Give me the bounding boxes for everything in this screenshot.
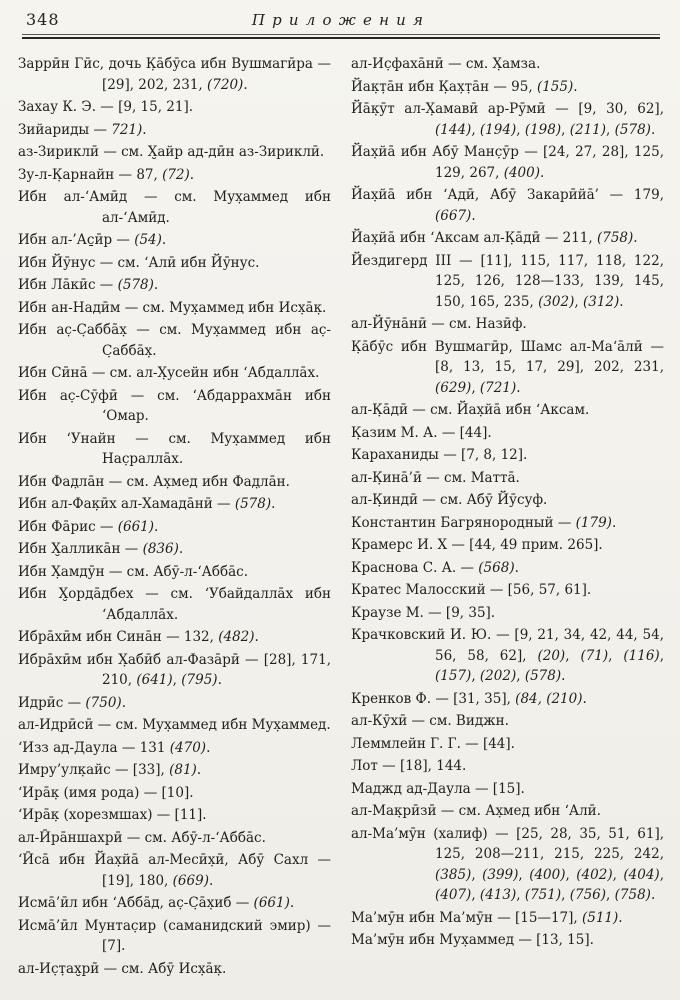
index-entry: Ибн ас̣-С̣абба̄х̣ — см. Мух̣аммед ибн ас̣-С̣абба̄х̣. (18, 322, 331, 359)
index-entry: Йах̣йа̄ ибн ‘Аксам ал-К̣а̄дӣ — 211, (758). (351, 230, 638, 246)
index-entry: ал-Ӣра̄ншахрӣ — см. Абӯ-л-‘Абба̄с. (18, 829, 266, 846)
index-entry: ал-Кӯхӣ — см. Виджн. (351, 713, 509, 729)
index-entry: ал-К̣а̄дӣ — см. Йах̣йа̄ ибн ‘Аксам. (351, 402, 590, 418)
index-entry: ‘Изз ад-Даула — 131 (470). (18, 739, 211, 756)
index-entry: Ибра̄хӣм ибн Сина̄н — 132, (482). (18, 629, 259, 645)
index-entry: Зийариды — 721). (18, 121, 147, 138)
index-entry: Караханиды — [7, 8, 12]. (351, 447, 528, 463)
index-entry: Ибра̄хӣм ибн Х̣абӣб ал-Фаза̄рӣ — [28], 171, 210, (641), (795). (18, 651, 331, 688)
index-entry: Леммлейн Г. Г. — [44]. (351, 735, 515, 752)
index-entry: ‘Ӣса̄ ибн Йах̣йа̄ ал-Месӣх̣ӣ, Абӯ Сахл — [19], 180, (669). (18, 852, 331, 889)
index-entry: ал-Ис̣фаха̄нӣ — см. Х̣амза. (351, 56, 541, 72)
index-entry: ал-Йӯна̄нӣ — см. Назӣф. (351, 316, 527, 332)
index-entry: Крамерс И. Х — [44, 49 прим. 265]. (351, 537, 603, 553)
index-entry: Крачковский И. Ю. — [9, 21, 34, 42, 44, 54, 56, 58, 62], (20), (71), (116), (157), (202), (578). (351, 627, 664, 684)
index-entry: Маджд ад-Даула — [15]. (351, 780, 525, 797)
index-entry: Зу-л-К̣арнайн — 87, (72). (18, 166, 195, 183)
index-entry: Ибн Йӯнус — см. ‘Алӣ ибн Йӯнус. (18, 254, 260, 271)
index-entry: К̣а̄бӯс ибн Вушмагӣр, Шамс ал-Ма‘а̄лӣ — [8, 13, 15, 17, 29], 202, 231, (629), (721). (351, 338, 664, 396)
index-entry: Кратес Малосский — [56, 57, 61]. (351, 582, 592, 598)
index-entry: Ибн ‘Унайн — см. Мух̣аммед ибн Нас̣ралла̄х. (18, 430, 331, 467)
index-entry: Ибн ан-Надӣм — см. Мух̣аммед ибн Исх̣а̄к̣. (18, 299, 327, 316)
index-entry: ‘Ира̄к̣ (хорезмшах) — [11]. (18, 807, 207, 823)
index-entry: Йак̣т̣а̄н ибн К̣ах̣т̣а̄н — 95, (155). (351, 78, 578, 95)
index-entry: Ибн Фа̄рис — (661). (18, 518, 159, 535)
index-column-left (18, 54, 331, 981)
index-entry: Краснова С. А. — (568). (351, 559, 519, 576)
index-entry: Лот — [18], 144. (351, 758, 467, 774)
index-entry: Йа̄к̣ӯт ал-Х̣амавӣ ар-Рӯмӣ — [9, 30, 62], (144), (194), (198), (211), (578). (351, 101, 664, 138)
index-entry: ал-Мак̣рӣзӣ — см. Ах̣мед ибн ‘Алӣ. (351, 803, 601, 819)
index-entry: Ибн Ла̄кӣс — (578). (18, 277, 159, 293)
index-entry: Константин Багрянородный — (179). (351, 514, 617, 531)
index-entry: Ибн ал-‘Амӣд — см. Мух̣аммед ибн ал-‘Амӣд. (18, 189, 331, 226)
index-entry: Йах̣йа̄ ибн Абӯ Манс̣ӯр — [24, 27, 28], 125, 129, 267, (400). (351, 144, 664, 181)
index-entry: Идрӣс — (750). (18, 694, 126, 711)
index-entry: Заррӣн Гӣс, дочь К̣а̄бӯса ибн Вушмагӣра — [29], 202, 231, (720). (18, 56, 331, 93)
index-entry: Ма’мӯн ибн Ма’мӯн — [15—17], (511). (351, 909, 623, 926)
index-entry: ал-К̣индӣ — см. Абӯ Йӯсуф. (351, 492, 548, 508)
header-rule-thick (22, 37, 660, 39)
index-entry: Ибн Фад̣ла̄н — см. Ах̣мед ибн Фад̣ла̄н. (18, 473, 290, 490)
index-entry: аз-Зириклӣ — см. Х̮айр ад-дӣн аз-Зириклӣ. (18, 144, 325, 160)
page-title: Приложения (251, 11, 431, 29)
running-head (18, 8, 664, 34)
index-entry: Ибн ас̣-Сӯфӣ — см. ‘Абдаррахма̄н ибн ‘Омар. (18, 387, 331, 424)
index-entry: Ибн Сӣна̄ — см. ал-Х̣усейн ибн ‘Абдалла̄х. (18, 365, 320, 381)
index-entry: Ибн Х̮аллика̄н — (836). (18, 541, 184, 557)
index-entry: Ма’мӯн ибн Мух̣аммед — [13, 15]. (351, 932, 594, 948)
index-entry: Краузе М. — [9, 35]. (351, 604, 496, 621)
index-entry: Ибн Х̣амдӯн — см. Абӯ-л-‘Абба̄с. (18, 563, 248, 580)
index-entry: Исма̄’ӣл Мунтас̣ир (саманидский эмир) — [7]. (18, 917, 331, 954)
index-entry: ал-Ма’мӯн (халиф) — [25, 28, 35, 51, 61], 125, 208—211, 215, 225, 242, (385), (399), (400), (402), (404), (407), (413), (751), (756), (758). (351, 825, 664, 903)
index-column-right (351, 54, 664, 981)
index-entry: ал-К̣ина̄’ӣ — см. Матта̄. (351, 469, 520, 486)
index-entry: Йах̣йа̄ ибн ‘Адӣ, Абӯ Закарӣйа̄’ — 179, (667). (351, 187, 664, 224)
index-entry: Исма̄’ӣл ибн ‘Абба̄д, ас̣-С̣а̄х̣иб — (661). (18, 895, 295, 911)
index-entry: Йездигерд III — [11], 115, 117, 118, 122, 125, 126, 128—133, 139, 145, 150, 165, 235, (302), (312). (351, 252, 664, 310)
index-entry: Ибн Х̮орда̄дбех — см. ‘Убайдалла̄х ибн ‘Абдалла̄х. (18, 586, 331, 623)
index-entry: ал-Ис̣т̣ах̮рӣ — см. Абӯ Исх̣а̄к̣. (18, 960, 227, 977)
header-rule-thin (22, 34, 660, 35)
index-entry: Ибн ал-’Ас̱ӣр — (54). (18, 232, 167, 248)
name-index (18, 54, 664, 981)
index-entry: ал-Идрӣсӣ — см. Мух̣аммед ибн Мух̣аммед. (18, 717, 331, 733)
index-entry: Захау К. Э. — [9, 15, 21]. (18, 99, 194, 115)
index-entry: ‘Ира̄к̣ (имя рода) — [10]. (18, 784, 194, 801)
index-entry: Кренков Ф. — [31, 35], (84, (210). (351, 690, 587, 707)
index-entry: Ибн ал-Фак̣ӣх ал-Хамада̄нӣ — (578). (18, 496, 276, 512)
page-number: 348 (26, 10, 60, 29)
index-entry: Имру’улк̣айс — [33], (81). (18, 762, 202, 778)
index-entry: К̣азим М. А. — [44]. (351, 424, 492, 441)
